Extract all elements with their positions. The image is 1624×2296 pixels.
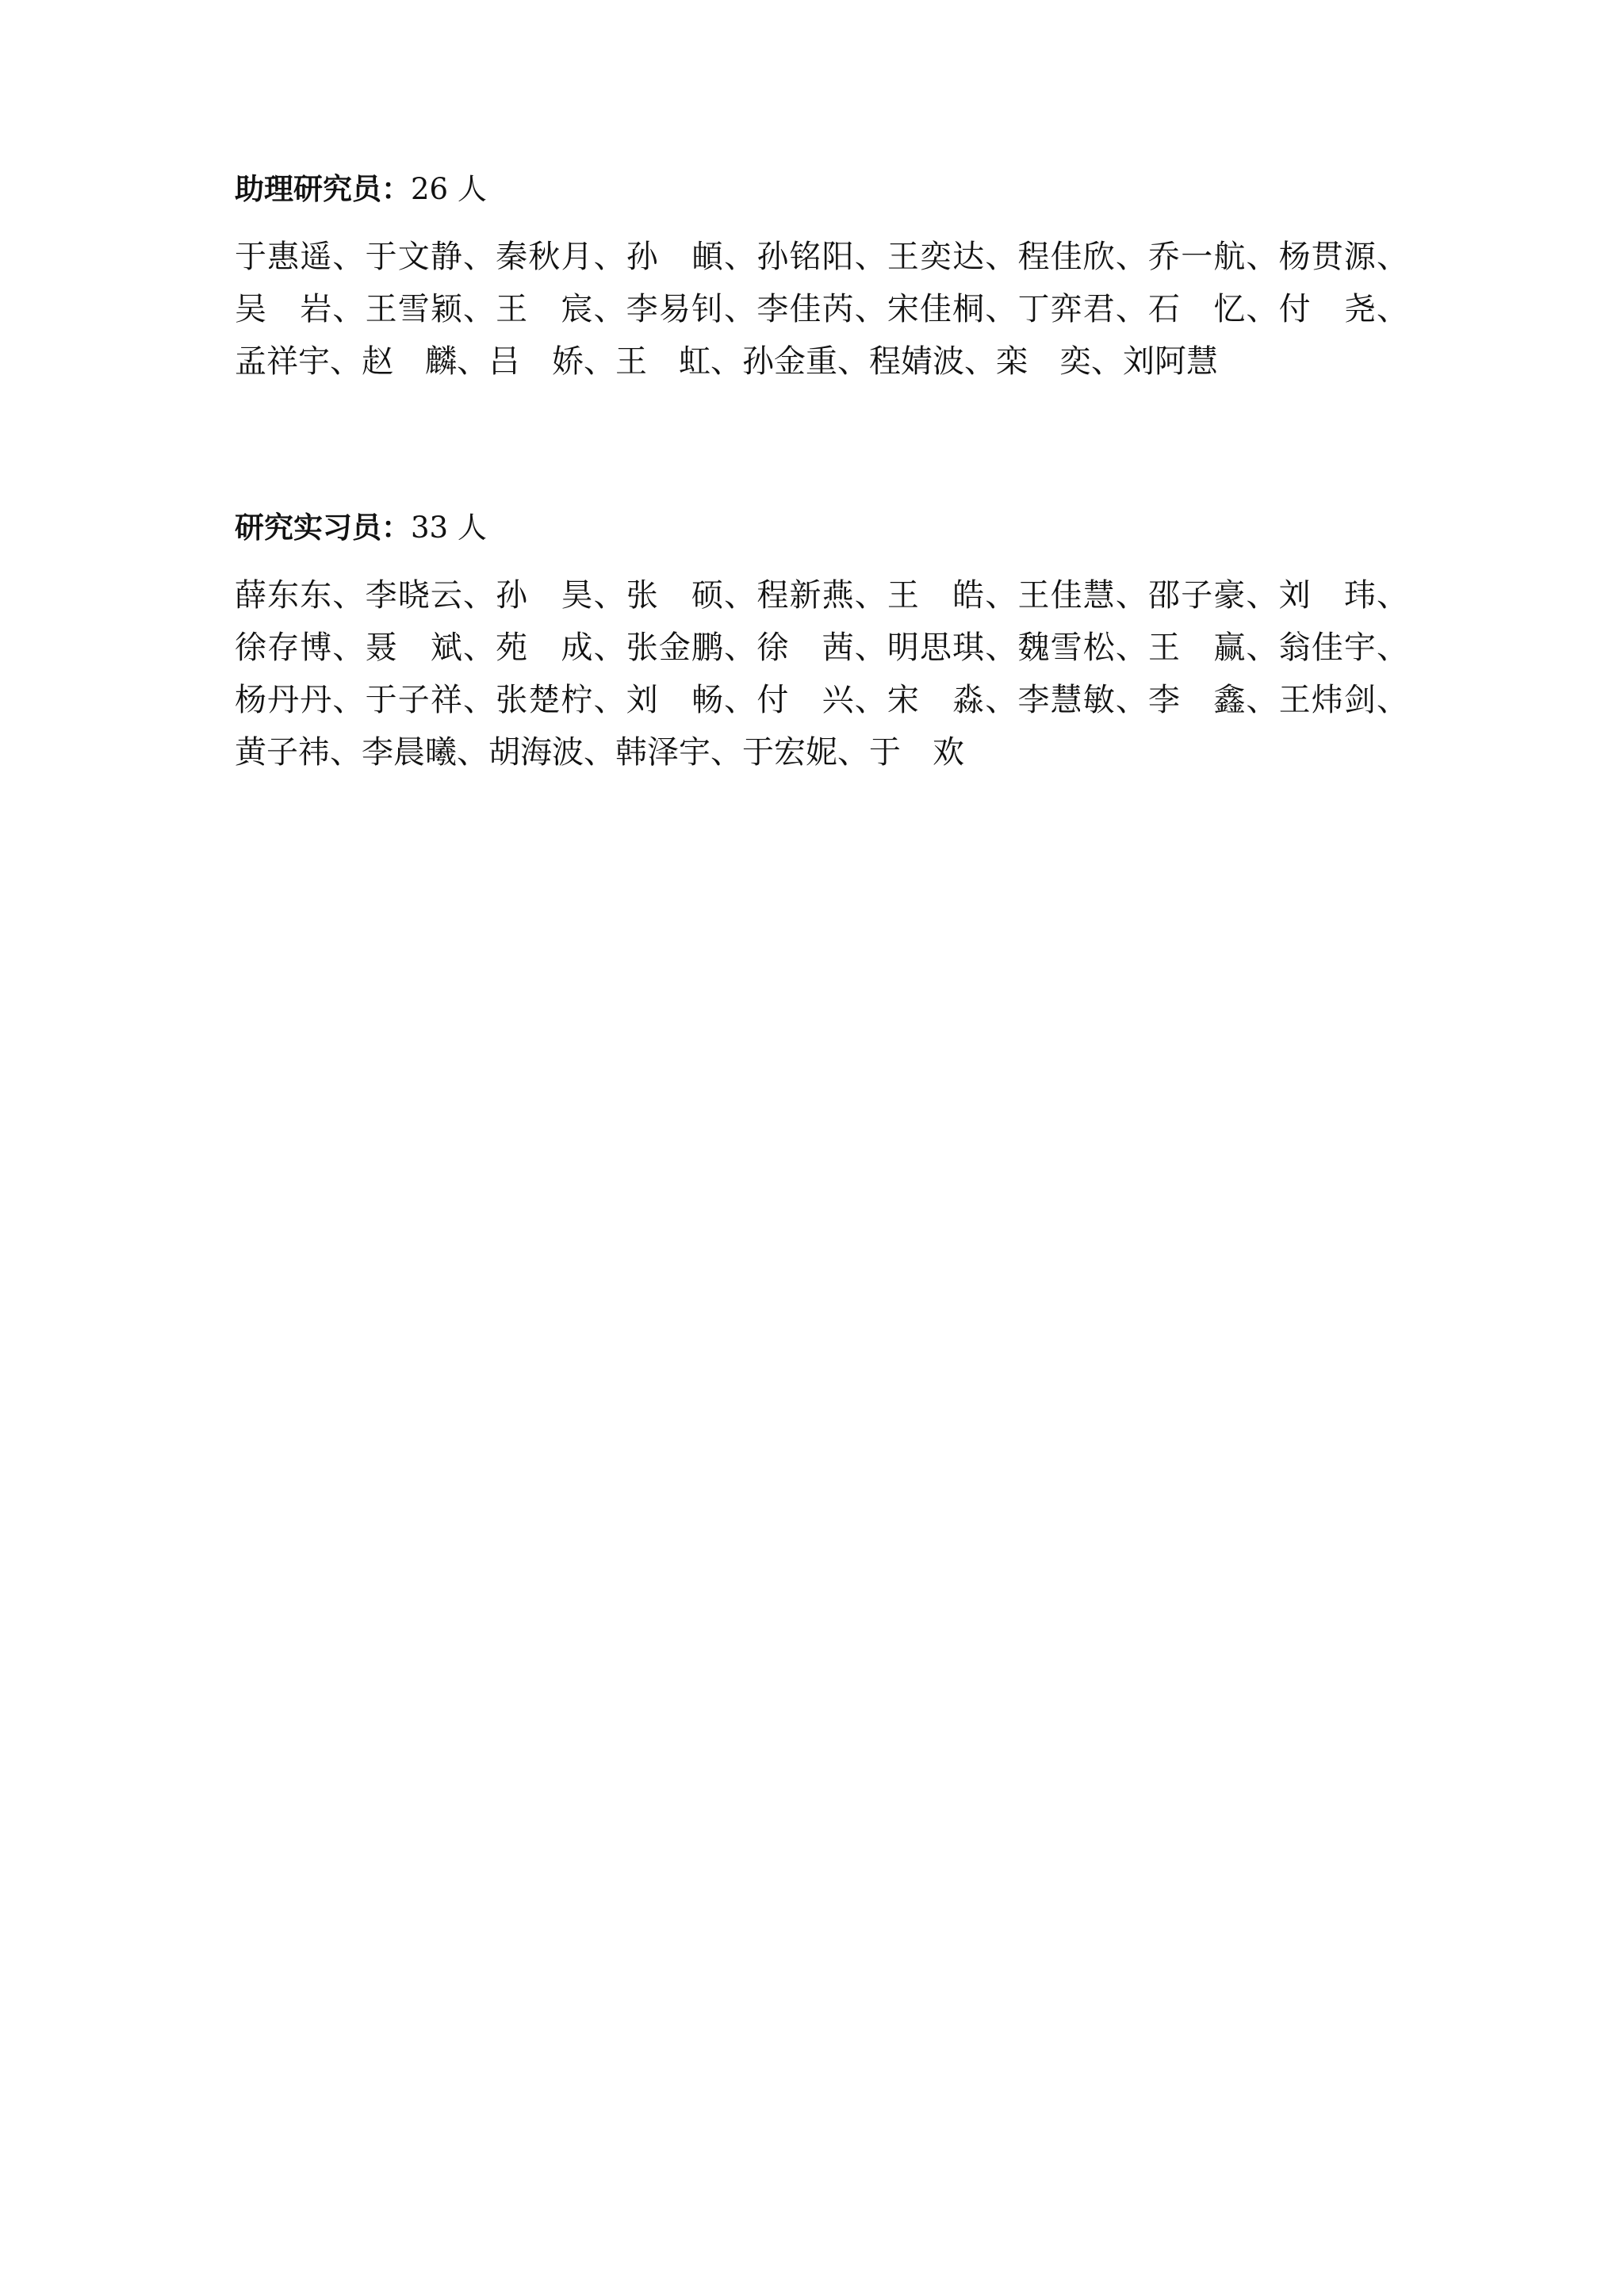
person-name: 付 尧、 <box>1278 291 1409 327</box>
person-name: 石 忆、 <box>1148 291 1279 327</box>
person-name: 李佳芮、 <box>756 291 887 327</box>
person-name: 邵子豪、 <box>1148 577 1279 614</box>
person-name: 赵 麟、 <box>362 343 488 380</box>
section-title: 助理研究员： <box>235 171 411 206</box>
person-name: 王 宸、 <box>496 291 626 327</box>
section-count: 33 人 <box>411 511 487 545</box>
person-name: 于子祥、 <box>365 682 496 718</box>
person-name: 宋佳桐、 <box>887 291 1018 327</box>
person-name: 王炜剑、 <box>1278 682 1409 718</box>
name-list <box>235 569 1408 779</box>
person-name: 吕 娇、 <box>488 343 615 380</box>
person-name: 黄子祎、 <box>235 734 362 771</box>
person-name: 杨贯源、 <box>1278 239 1409 275</box>
person-name: 秦秋月、 <box>496 239 626 275</box>
person-name: 苑 成、 <box>496 629 626 666</box>
section-research-interns <box>235 503 1408 779</box>
person-name: 程婧波、 <box>869 343 996 380</box>
person-name: 于文静、 <box>365 239 496 275</box>
person-name: 明思琪、 <box>887 629 1018 666</box>
person-name: 聂 斌、 <box>365 629 496 666</box>
person-name: 付 兴、 <box>756 682 887 718</box>
section-heading <box>235 165 1408 213</box>
person-name: 李 鑫、 <box>1148 682 1279 718</box>
person-name: 李晓云、 <box>365 577 496 614</box>
person-name: 于宏妮、 <box>742 734 869 771</box>
person-name: 于惠遥、 <box>235 239 366 275</box>
person-name: 徐存博、 <box>235 629 366 666</box>
section-heading <box>235 503 1408 552</box>
person-name: 程新燕、 <box>756 577 887 614</box>
person-name: 程佳欣、 <box>1017 239 1149 275</box>
person-name: 吴 岩、 <box>235 291 366 327</box>
person-name: 杨丹丹、 <box>235 682 366 718</box>
person-name: 宋 淼、 <box>887 682 1018 718</box>
person-name: 魏雪松、 <box>1017 629 1149 666</box>
person-name: 孙 昊、 <box>496 577 626 614</box>
person-name: 李晨曦、 <box>362 734 488 771</box>
person-name: 张 硕、 <box>626 577 757 614</box>
person-name: 刘阿慧 <box>1123 343 1218 380</box>
person-name: 翁佳宇、 <box>1278 629 1409 666</box>
person-name: 张金鹏、 <box>626 629 757 666</box>
person-name: 王 赢、 <box>1148 629 1279 666</box>
person-name: 胡海波、 <box>488 734 615 771</box>
person-name: 乔一航、 <box>1148 239 1279 275</box>
section-assistant-researchers <box>235 165 1408 388</box>
person-name: 丁弈君、 <box>1017 291 1149 327</box>
person-name: 韩泽宇、 <box>615 734 742 771</box>
person-name: 栾 奕、 <box>996 343 1123 380</box>
person-name: 于 欢 <box>869 734 964 771</box>
person-name: 张楚柠、 <box>496 682 626 718</box>
person-name: 王 皓、 <box>887 577 1018 614</box>
name-list <box>235 231 1408 388</box>
person-name: 李慧敏、 <box>1017 682 1149 718</box>
person-name: 孙 頔、 <box>626 239 757 275</box>
person-name: 徐 茜、 <box>756 629 887 666</box>
person-name: 李易钊、 <box>626 291 757 327</box>
person-name: 刘 畅、 <box>626 682 757 718</box>
person-name: 刘 玮、 <box>1278 577 1409 614</box>
person-name: 孙金重、 <box>742 343 869 380</box>
person-name: 孙铭阳、 <box>756 239 887 275</box>
person-name: 王佳慧、 <box>1017 577 1149 614</box>
person-name: 孟祥宇、 <box>235 343 362 380</box>
person-name: 王奕达、 <box>887 239 1018 275</box>
section-title: 研究实习员： <box>235 510 411 545</box>
person-name: 薛东东、 <box>235 577 366 614</box>
person-name: 王 虹、 <box>615 343 742 380</box>
section-count: 26 人 <box>411 172 487 206</box>
person-name: 王雪颖、 <box>365 291 496 327</box>
